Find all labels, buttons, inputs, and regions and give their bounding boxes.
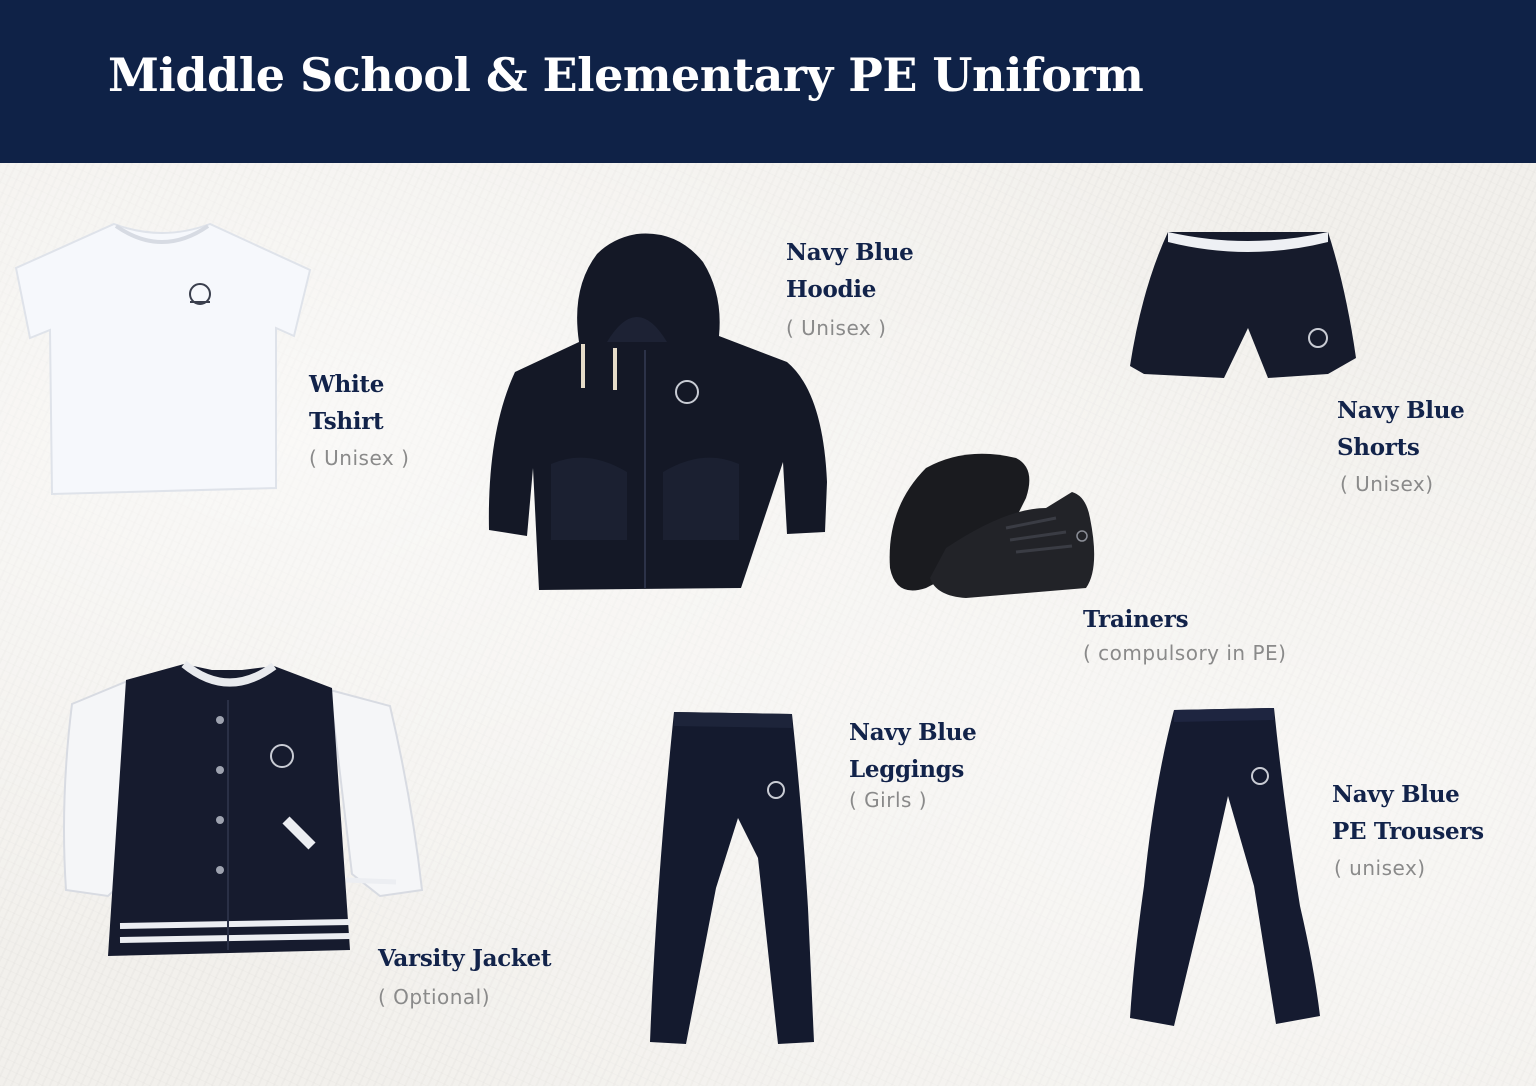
shorts-label: Navy Blue Shorts xyxy=(1337,397,1465,461)
navy-pe-trousers-image xyxy=(1124,706,1326,1028)
navy-hoodie-image xyxy=(487,232,831,592)
shorts-note: ( Unisex) xyxy=(1340,472,1434,496)
varsity-jacket-image xyxy=(60,660,424,976)
navy-leggings-image xyxy=(646,708,820,1048)
white-tshirt-image xyxy=(14,218,312,496)
varsity-jacket-note: ( Optional) xyxy=(378,985,491,1009)
trainers-label: Trainers xyxy=(1083,606,1189,633)
header-banner xyxy=(0,0,1536,163)
pe-trousers-note: ( unisex) xyxy=(1334,856,1426,880)
black-trainers-image xyxy=(886,448,1102,604)
varsity-jacket-label: Varsity Jacket xyxy=(378,945,552,972)
tshirt-note: ( Unisex ) xyxy=(309,446,410,470)
page-title: Middle School & Elementary PE Uniform xyxy=(108,48,1144,102)
leggings-label: Navy Blue Leggings xyxy=(849,719,977,783)
leggings-note: ( Girls ) xyxy=(849,788,928,812)
tshirt-label: White Tshirt xyxy=(309,371,385,435)
trainers-note: ( compulsory in PE) xyxy=(1083,641,1287,665)
hoodie-label: Navy Blue Hoodie xyxy=(786,239,914,303)
pe-trousers-label: Navy Blue PE Trousers xyxy=(1332,781,1484,845)
navy-shorts-image xyxy=(1128,228,1360,398)
hoodie-note: ( Unisex ) xyxy=(786,316,887,340)
